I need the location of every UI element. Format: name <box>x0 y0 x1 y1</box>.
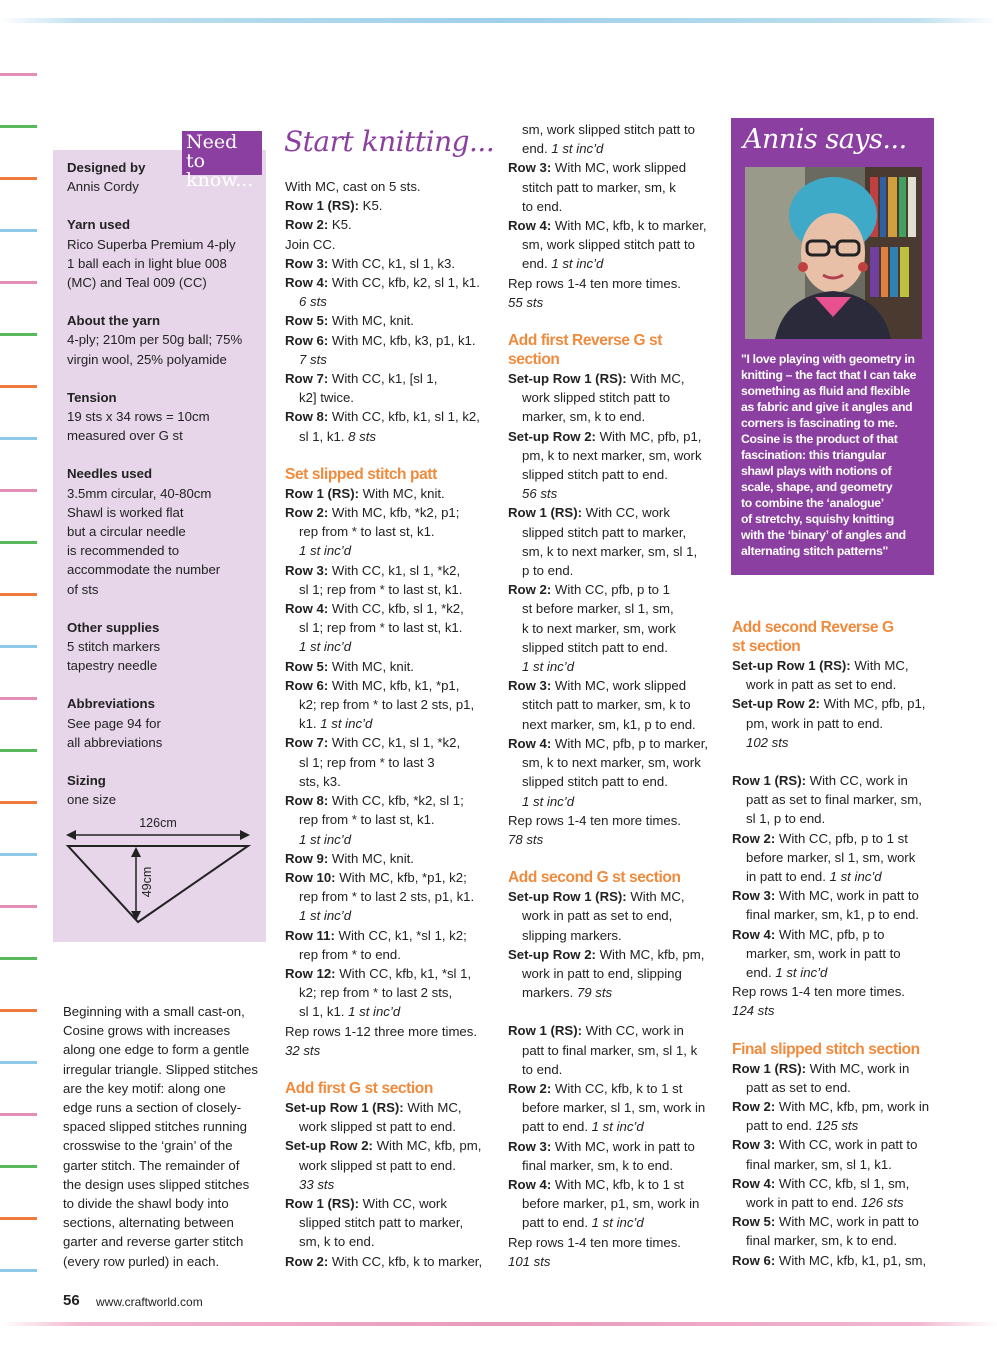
quote-line: corners is fascinating to me. <box>741 416 898 430</box>
designed-by-value: Annis Cordy <box>67 179 139 195</box>
row-continuation: k to next marker, sm, work <box>522 620 676 636</box>
repeat-line: Rep rows 1-4 ten more times. <box>508 1234 681 1250</box>
row-line: Row 5: With MC, work in patt to <box>732 1214 919 1230</box>
quote-line: Cosine is the product of that <box>741 432 898 446</box>
yarn-label: Yarn used <box>67 217 131 233</box>
need-label-line1: Need to <box>186 131 238 172</box>
needles-line: Shawl is worked flat <box>67 504 184 520</box>
join-line: Join CC. <box>285 236 336 252</box>
row-line: Row 3: With CC, k1, sl 1, k3. <box>285 255 456 271</box>
section-heading: Add first Reverse G st <box>508 332 663 350</box>
sizing-label: Sizing <box>67 773 106 789</box>
row-continuation: sm, k to end. <box>299 1234 375 1250</box>
row-line: Row 3: With CC, work in patt to <box>732 1137 918 1153</box>
quote-line: alternating stitch patterns" <box>741 544 889 558</box>
row-line: Row 1 (RS): With CC, work <box>508 505 670 521</box>
row-line: Row 2: With CC, kfb, k to marker, <box>285 1253 483 1269</box>
stitch-count: 6 sts <box>299 294 327 310</box>
needles-label: Needles used <box>67 466 153 482</box>
row-continuation: work in patt as set to end. <box>746 677 897 693</box>
width-arrow-head-left <box>66 830 76 840</box>
row-continuation: pm, k to next marker, sm, work <box>522 447 702 463</box>
intro-line: sections, alternating between <box>63 1215 234 1231</box>
stitch-count: 55 sts <box>508 294 544 310</box>
row-continuation: final marker, sm, k1, p to end. <box>746 907 919 923</box>
row-line: Set-up Row 2: With MC, kfb, pm, <box>285 1138 482 1154</box>
row-continuation: to end. <box>522 1061 563 1077</box>
row-line: Row 2: K5. <box>285 217 352 233</box>
footer-url[interactable]: www.craftworld.com <box>96 1295 203 1309</box>
row-line: Row 2: With CC, pfb, p to 1 <box>508 582 670 598</box>
row-continuation: work in patt to end, slipping <box>522 965 682 981</box>
row-line: Row 1 (RS): With MC, knit. <box>285 485 445 501</box>
quote-line: of stretchy, squishy knitting <box>741 512 894 526</box>
row-continuation: sl 1; rep from * to last 3 <box>299 754 435 770</box>
row-line: Row 4: With MC, pfb, p to marker, <box>508 735 709 751</box>
intro-line: edge runs a section of closely- <box>63 1100 242 1116</box>
row-continuation: final marker, sm, k to end. <box>522 1157 673 1173</box>
intro-line: are the key motif: along one <box>63 1080 226 1096</box>
row-line: Row 3: With MC, work in patt to <box>732 888 919 904</box>
row-continuation: next marker, sm, k1, p to end. <box>522 716 696 732</box>
row-continuation: patt to end. 1 st inc’d <box>522 1215 644 1231</box>
row-continuation: patt to final marker, sm, sl 1, k <box>522 1042 698 1058</box>
row-continuation: work slipped stitch patt to <box>522 390 671 406</box>
row-continuation: before marker, p1, sm, work in <box>522 1196 700 1212</box>
intro-line: Cosine grows with increases <box>63 1023 231 1039</box>
stitch-count: 7 sts <box>299 351 327 367</box>
row-continuation: k1. 1 st inc’d <box>299 716 373 732</box>
supplies-line: tapestry needle <box>67 658 158 674</box>
annis-says-title: Annis says... <box>743 124 907 155</box>
row-line: Row 3: With MC, work slipped <box>508 678 687 694</box>
row-line: Row 2: With CC, kfb, k to 1 st <box>508 1080 683 1096</box>
needles-line: of sts <box>67 581 99 597</box>
intro-paragraph <box>63 1002 273 1271</box>
row-line: Row 5: With MC, knit. <box>285 313 414 329</box>
yarn-line: Rico Superba Premium 4-ply <box>67 236 236 252</box>
row-line: Row 3: With MC, work in patt to <box>508 1138 695 1154</box>
section-heading: Final slipped stitch section <box>732 1040 920 1058</box>
row-line: Row 5: With MC, knit. <box>285 658 414 674</box>
row-continuation: marker, sm, work in patt to <box>746 945 901 961</box>
row-continuation: patt as set to final marker, sm, <box>746 792 922 808</box>
quote-line: something as fluid and flexible <box>741 384 910 398</box>
row-line: Row 1 (RS): With CC, work <box>285 1195 447 1211</box>
row-line: Row 1 (RS): With MC, work in <box>732 1060 910 1076</box>
designer-quote <box>741 351 927 559</box>
row-line: Row 2: With MC, kfb, pm, work in <box>732 1099 930 1115</box>
about-yarn-line: virgin wool, 25% polyamide <box>67 351 227 367</box>
needles-line: but a circular needle <box>67 524 186 540</box>
row-line: Row 9: With MC, knit. <box>285 850 414 866</box>
row-continuation: slipped stitch patt to marker, <box>299 1215 464 1231</box>
row-continuation: slipping markers. <box>522 927 622 943</box>
cast-on-line: With MC, cast on 5 sts. <box>285 179 421 194</box>
section-heading: section <box>508 351 560 369</box>
row-continuation: sl 1, k1. 8 sts <box>299 428 376 444</box>
depth-arrow-head-top <box>131 847 141 857</box>
row-continuation: marker, sm, k to end. <box>522 409 646 425</box>
row-line: Row 1 (RS): K5. <box>285 198 383 214</box>
needles-line: accommodate the number <box>67 562 221 578</box>
section-heading: Add second Reverse G <box>732 619 894 636</box>
row-continuation: work slipped st patt to end. <box>299 1119 456 1135</box>
row-continuation: sts, k3. <box>299 773 341 789</box>
intro-line: crosswise to the ‘grain’ of the <box>63 1138 233 1154</box>
row-line: Row 4: With MC, kfb, k to marker, <box>508 218 707 234</box>
row-continuation: k2] twice. <box>299 390 354 406</box>
row-continuation: end. 1 st inc’d <box>746 965 828 981</box>
row-continuation: slipped stitch patt to marker, <box>522 524 687 540</box>
page-number: 56 <box>63 1292 80 1309</box>
row-line: Set-up Row 1 (RS): With MC, <box>508 371 685 387</box>
row-continuation: sm, k to next marker, sm, work <box>522 755 701 771</box>
row-continuation: rep from * to end. <box>299 946 401 962</box>
depth-dimension-label: 49cm <box>140 866 154 898</box>
abbreviations-line: See page 94 for <box>67 715 161 731</box>
section-heading: Add second G st section <box>508 869 681 887</box>
row-line: Row 8: With CC, kfb, k1, sl 1, k2, <box>285 409 480 425</box>
row-continuation: work slipped st patt to end. <box>299 1157 456 1173</box>
row-continuation: patt to end. 1 st inc’d <box>522 1119 644 1135</box>
row-continuation: end. 1 st inc’d <box>522 141 604 157</box>
row-line: Set-up Row 1 (RS): With MC, <box>285 1099 462 1115</box>
supplies-line: 5 stitch markers <box>67 639 161 655</box>
repeat-line: Rep rows 1-4 ten more times. <box>732 984 905 1000</box>
row-line: Row 11: With CC, k1, *sl 1, k2; <box>285 927 467 943</box>
row-continuation: sl 1, k1. 1 st inc’d <box>299 1004 401 1020</box>
repeat-line: Rep rows 1-4 ten more times. <box>508 812 681 828</box>
row-continuation: final marker, sm, k to end. <box>746 1233 897 1249</box>
stitch-count: 1 st inc’d <box>522 659 575 675</box>
width-dimension-label: 126cm <box>139 816 177 830</box>
row-line: Set-up Row 1 (RS): With MC, <box>508 889 685 905</box>
row-line: Row 10: With MC, kfb, *p1, k2; <box>285 869 467 885</box>
quote-line: to combine the ‘analogue’ <box>741 496 884 510</box>
row-continuation: markers. 79 sts <box>522 985 613 1001</box>
row-line: Row 4: With MC, kfb, k to 1 st <box>508 1176 684 1192</box>
row-line: Set-up Row 2: With MC, pfb, p1, <box>508 428 702 444</box>
repeat-line: Rep rows 1-4 ten more times. <box>508 275 681 291</box>
stitch-count: 56 sts <box>522 486 558 502</box>
quote-line: as fabric and give it angles and <box>741 400 913 414</box>
intro-line: garter stitch. The remainder of <box>63 1157 240 1173</box>
row-continuation: before marker, sl 1, sm, work <box>746 849 916 865</box>
tension-line: measured over G st <box>67 428 183 444</box>
intro-line: spaced slipped stitches running <box>63 1119 248 1135</box>
row-continuation: stitch patt to marker, sm, k to <box>522 697 691 713</box>
stitch-count: 1 st inc’d <box>299 543 352 559</box>
stitch-count: 102 sts <box>746 734 789 750</box>
quote-line: fascination: this triangular <box>741 448 886 462</box>
stitch-count: 1 st inc’d <box>299 908 352 924</box>
sizing-value: one size <box>67 792 117 808</box>
need-label-line2: know... <box>186 169 254 191</box>
abbreviations-label: Abbreviations <box>67 696 155 712</box>
yarn-line: 1 ball each in light blue 008 <box>67 255 227 271</box>
row-continuation: slipped stitch patt to end. <box>522 774 668 790</box>
row-continuation: to end. <box>522 198 563 214</box>
section-heading: Add first G st section <box>285 1079 433 1097</box>
row-continuation: patt to end. 125 sts <box>746 1118 859 1134</box>
row-continuation: sl 1, p to end. <box>746 811 826 827</box>
row-line: Row 1 (RS): With CC, work in <box>732 773 908 789</box>
row-continuation: sl 1; rep from * to last st, k1. <box>299 620 463 636</box>
row-line: Set-up Row 2: With MC, pfb, p1, <box>732 696 926 712</box>
quote-line: shawl plays with notions of <box>741 464 892 478</box>
stitch-count: 1 st inc’d <box>522 793 575 809</box>
row-line: Row 12: With CC, kfb, k1, *sl 1, <box>285 965 472 981</box>
abbreviations-line: all abbreviations <box>67 734 163 750</box>
row-continuation: rep from * to last st, k1. <box>299 812 435 828</box>
row-continuation: rep from * to last 2 sts, p1, k1. <box>299 889 475 905</box>
row-continuation: k2; rep from * to last 2 sts, <box>299 985 453 1001</box>
intro-line: to divide the shawl body into <box>63 1196 229 1212</box>
row-continuation: pm, work in patt to end. <box>746 715 884 731</box>
row-continuation: final marker, sm, sl 1, k1. <box>746 1156 892 1172</box>
quote-line: with the ‘binary’ of angles and <box>741 528 906 542</box>
row-continuation: k2; rep from * to last 2 sts, p1, <box>299 697 475 713</box>
row-continuation: before marker, sl 1, sm, work in <box>522 1100 706 1116</box>
row-continuation: sm, work slipped stitch patt to <box>522 122 695 137</box>
pattern-column-3 <box>508 120 723 1271</box>
tension-label: Tension <box>67 389 117 405</box>
bottom-rule <box>0 1322 997 1326</box>
section-heading: st section <box>732 638 801 655</box>
designer-portrait <box>745 167 922 339</box>
row-line: Row 6: With MC, kfb, k1, *p1, <box>285 677 460 693</box>
stitch-count: 124 sts <box>732 1003 775 1019</box>
about-yarn-line: 4-ply; 210m per 50g ball; 75% <box>67 332 243 348</box>
shawl-triangle <box>68 846 248 922</box>
row-continuation: sm, k to next marker, sm, sl 1, <box>522 543 698 559</box>
about-yarn-label: About the yarn <box>67 313 161 329</box>
top-rule <box>0 18 997 23</box>
intro-line: (every row purled) in each. <box>63 1253 220 1269</box>
row-continuation: slipped stitch patt to end. <box>522 639 668 655</box>
designer-photo <box>745 167 922 339</box>
quote-line: "I love playing with geometry in <box>741 352 915 366</box>
row-line: Row 4: With MC, pfb, p to <box>732 926 885 942</box>
row-line: Row 1 (RS): With CC, work in <box>508 1023 684 1039</box>
intro-line: along one edge to form a gentle <box>63 1042 250 1058</box>
row-continuation: rep from * to last st, k1. <box>299 524 435 540</box>
stitch-count: 101 sts <box>508 1253 551 1269</box>
stitch-count: 33 sts <box>299 1176 335 1192</box>
row-continuation: sm, work slipped stitch patt to <box>522 237 695 253</box>
row-continuation: sl 1; rep from * to last st, k1. <box>299 581 463 597</box>
row-continuation: patt as set to end. <box>746 1079 851 1095</box>
needles-line: 3.5mm circular, 40-80cm <box>67 485 212 501</box>
row-continuation: work in patt as set to end, <box>522 908 673 924</box>
row-continuation: stitch patt to marker, sm, k <box>522 179 676 195</box>
row-line: Row 4: With CC, kfb, sl 1, *k2, <box>285 601 464 617</box>
row-continuation: p to end. <box>522 563 574 579</box>
row-continuation: st before marker, sl 1, sm, <box>522 601 674 617</box>
pattern-column-4 <box>732 618 947 1270</box>
row-line: Row 7: With CC, k1, [sl 1, <box>285 371 438 387</box>
needles-line: is recommended to <box>67 543 180 559</box>
yarn-line: (MC) and Teal 009 (CC) <box>67 275 207 291</box>
row-line: Row 8: With CC, kfb, *k2, sl 1; <box>285 793 464 809</box>
row-line: Set-up Row 1 (RS): With MC, <box>732 658 909 673</box>
row-line: Row 2: With MC, kfb, *k2, p1; <box>285 505 460 521</box>
start-knitting-heading: Start knitting... <box>284 125 495 158</box>
need-to-know-content <box>67 158 257 809</box>
width-arrow-head-right <box>240 830 250 840</box>
intro-line: irregular triangle. Slipped stitches <box>63 1061 258 1077</box>
row-continuation: slipped stitch patt to end. <box>522 467 668 483</box>
intro-line: the design uses slipped stitches <box>63 1176 250 1192</box>
row-line: Row 3: With CC, k1, sl 1, *k2, <box>285 562 461 578</box>
quote-line: knitting – the fact that I can take <box>741 368 917 382</box>
row-line: Row 3: With MC, work slipped <box>508 160 687 176</box>
row-line: Row 4: With CC, kfb, sl 1, sm, <box>732 1175 910 1191</box>
stitch-count: 1 st inc’d <box>299 831 352 847</box>
section-heading: Set slipped stitch patt <box>285 465 437 483</box>
row-continuation: in patt to end. 1 st inc’d <box>746 869 882 885</box>
pattern-column-2 <box>285 177 500 1271</box>
row-line: Set-up Row 2: With MC, kfb, pm, <box>508 946 705 962</box>
row-line: Row 7: With CC, k1, sl 1, *k2, <box>285 735 461 751</box>
stitch-count: 78 sts <box>508 831 544 847</box>
row-line: Row 6: With MC, kfb, k3, p1, k1. <box>285 332 476 348</box>
quote-line: scale, shape, and geometry <box>741 480 893 494</box>
stitch-count: 32 sts <box>285 1042 321 1058</box>
row-continuation: end. 1 st inc’d <box>522 256 604 272</box>
repeat-line: Rep rows 1-12 three more times. <box>285 1023 478 1039</box>
intro-line: Beginning with a small cast-on, <box>63 1004 245 1019</box>
shawl-diagram <box>60 810 260 930</box>
stitch-count: 1 st inc’d <box>299 639 352 655</box>
supplies-label: Other supplies <box>67 619 160 635</box>
row-line: Row 2: With CC, pfb, p to 1 st <box>732 830 908 846</box>
row-line: Row 4: With CC, kfb, k2, sl 1, k1. <box>285 275 480 291</box>
row-continuation: work in patt to end. 126 sts <box>746 1195 904 1211</box>
row-line: Row 6: With MC, kfb, k1, p1, sm, <box>732 1252 927 1268</box>
tension-line: 19 sts x 34 rows = 10cm <box>67 409 210 425</box>
intro-line: garter and reverse garter stitch <box>63 1234 244 1250</box>
designed-by-label: Designed by <box>67 160 146 175</box>
